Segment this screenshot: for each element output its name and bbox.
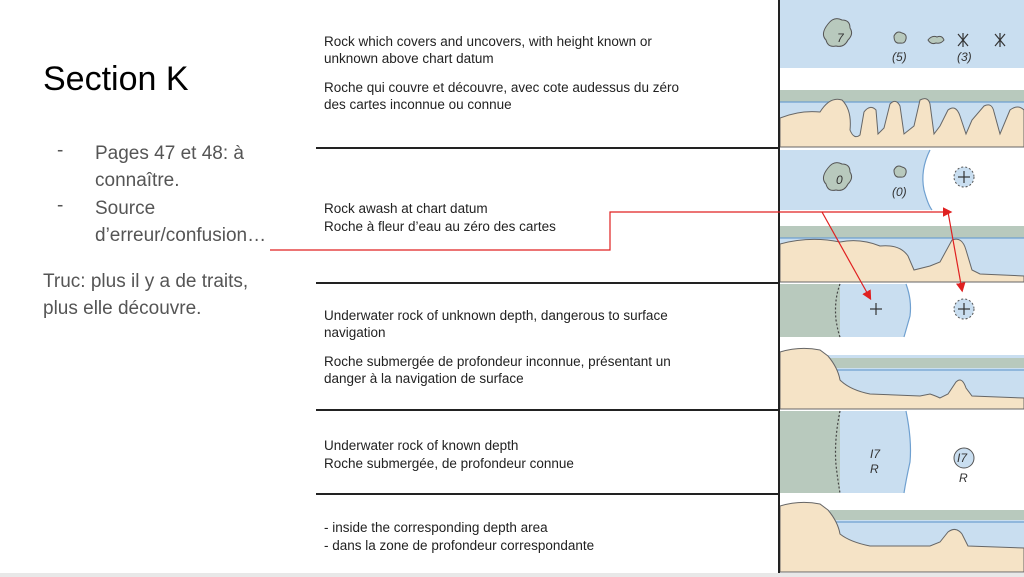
drying-band (780, 90, 1024, 102)
depth-label: I7 (870, 447, 881, 461)
drying-band (830, 358, 1024, 368)
rock-label: R (870, 462, 879, 476)
row-5-english-line-1: - inside the corresponding depth area (324, 520, 548, 535)
row-5-english (324, 519, 744, 536)
slide-title: Section K (43, 60, 189, 98)
rock-height-label: 0 (836, 173, 843, 187)
tip-line-2: plus elle découvre. (43, 298, 202, 319)
row-separator (316, 147, 779, 149)
row-1-english-line-1: Rock which covers and uncovers, with height known or (324, 34, 652, 49)
row-1-french-line-2: des cartes inconnue ou connue (324, 97, 512, 112)
rock-small-icon (894, 166, 906, 177)
bullet-1 (95, 140, 244, 194)
row-2-english (324, 200, 744, 217)
bullet-1-line-1: Pages 47 et 48: à (95, 143, 244, 164)
row-3-french-line-2: danger à la navigation de surface (324, 371, 524, 386)
row-3-french (324, 353, 744, 387)
water-area (780, 150, 932, 210)
row-4-french-line-1: Roche submergée, de profondeur connue (324, 456, 574, 471)
row-5-french (324, 537, 744, 554)
drying-area (780, 284, 840, 337)
rock-label: R (959, 471, 968, 485)
bullet-2 (95, 195, 266, 249)
row-4-english-line-1: Underwater rock of known depth (324, 438, 519, 453)
row-2-english-line-1: Rock awash at chart datum (324, 201, 488, 216)
row-1-english-line-2: unknown above chart datum (324, 51, 494, 66)
row-4-english (324, 437, 744, 454)
bullet-2-line-2: d’erreur/confusion… (95, 225, 267, 246)
row-3-french-line-1: Roche submergée de profondeur inconnue, présentant un (324, 354, 671, 369)
drying-band (780, 226, 1024, 238)
depth-label: I7 (957, 451, 968, 465)
bullet-dash: - (57, 140, 64, 161)
tip-text (43, 268, 283, 322)
rock-height-label: (5) (892, 50, 907, 64)
bullet-dash: - (57, 195, 64, 216)
rock-height-label: 7 (837, 31, 844, 45)
row-separator (316, 409, 779, 411)
row-4-french (324, 455, 744, 472)
row-3-english-line-2: navigation (324, 325, 386, 340)
rock-height-label: (3) (957, 50, 972, 64)
row-separator (316, 493, 779, 495)
row-5-french-line-1: - dans la zone de profondeur correspondante (324, 538, 595, 553)
bottom-bar (0, 573, 1024, 577)
drying-area (780, 411, 840, 493)
water-area (840, 284, 911, 337)
row-2-french (324, 218, 744, 235)
rock-small-icon (894, 32, 906, 43)
row-3-english (324, 307, 744, 341)
row-3-english-line-1: Underwater rock of unknown depth, dangerous to surface (324, 308, 668, 323)
drying-band (830, 510, 1024, 520)
row-separator (316, 282, 779, 284)
rock-small-icon (928, 36, 944, 43)
row-1-english (324, 33, 744, 67)
row-2-french-line-1: Roche à fleur d’eau au zéro des cartes (324, 219, 556, 234)
row-1-french (324, 79, 744, 113)
bullet-1-line-2: connaître. (95, 170, 180, 191)
row-1-french-line-1: Roche qui couvre et découvre, avec cote audessus du zéro (324, 80, 679, 95)
rock-height-label: (0) (892, 185, 907, 199)
bullet-2-line-1: Source (95, 198, 156, 219)
chart-symbols-panel (780, 0, 1024, 577)
tip-line-1: Truc: plus il y a de traits, (43, 271, 249, 292)
